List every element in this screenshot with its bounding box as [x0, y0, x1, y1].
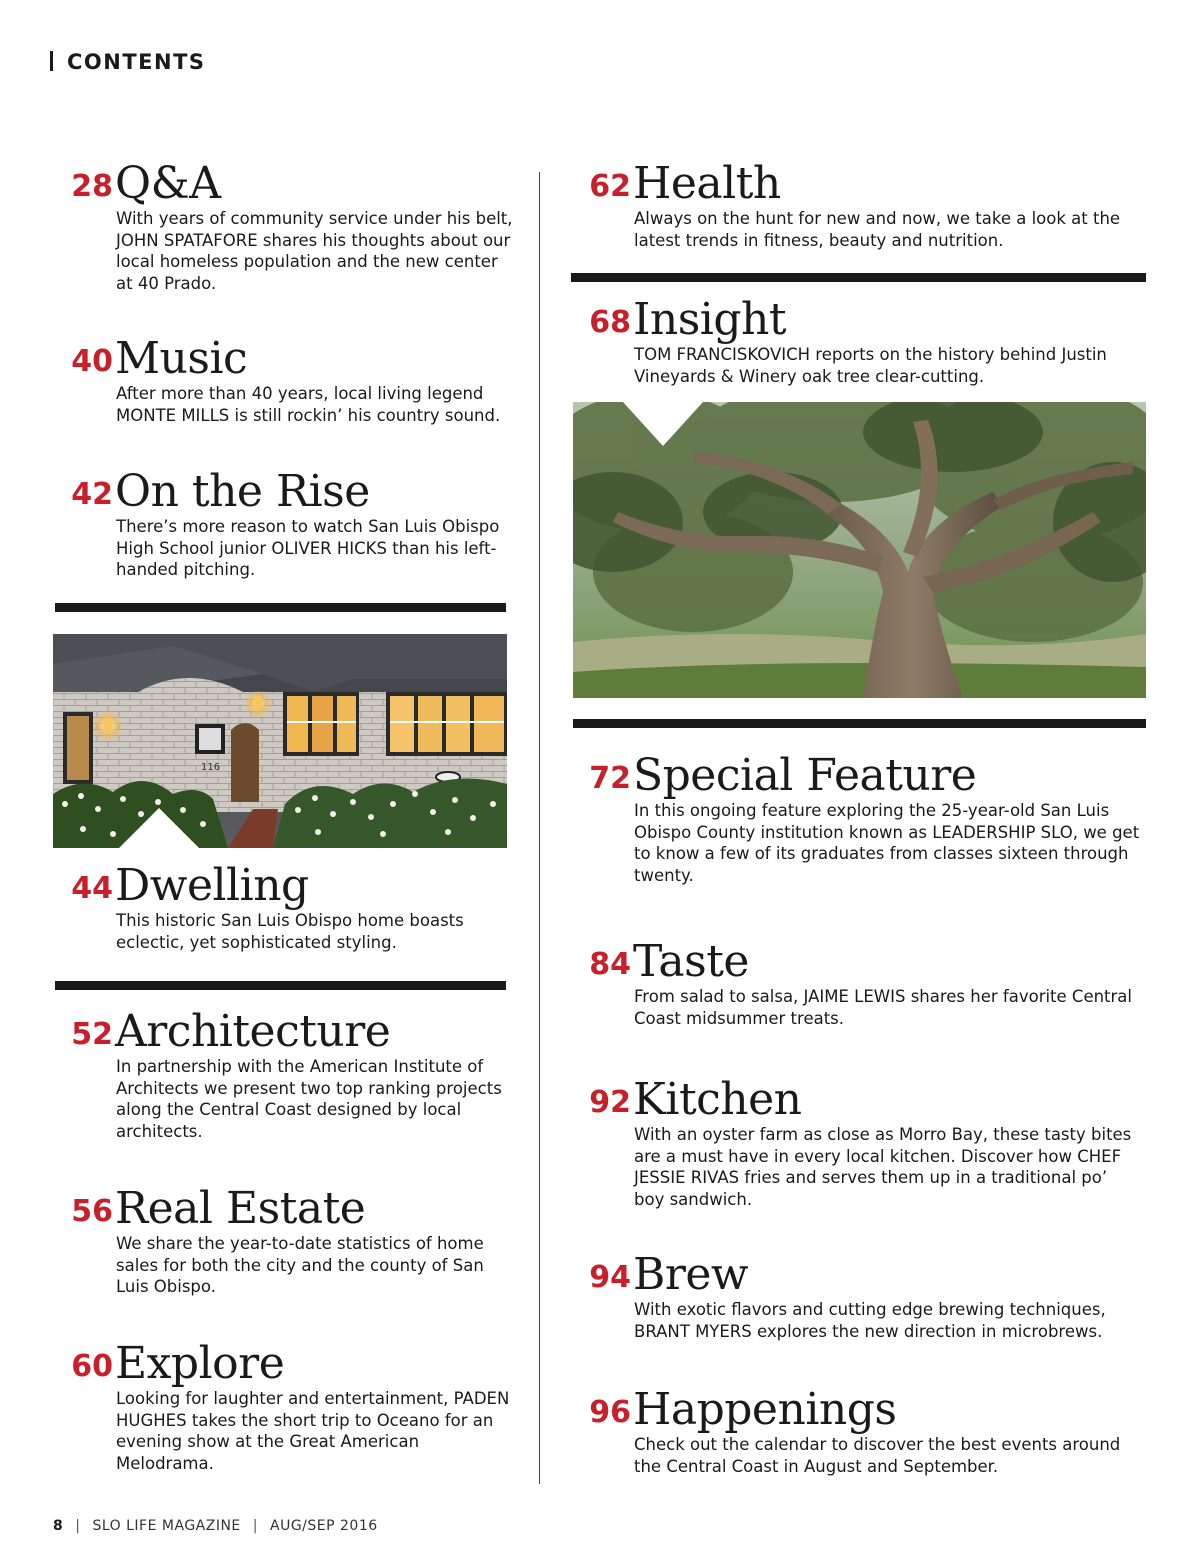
entry-title: Happenings [633, 1384, 897, 1435]
entry-title: Q&A [115, 158, 221, 209]
page-number: 56 [71, 1194, 113, 1229]
entry-description: This historic San Luis Obispo home boasts eclectic, yet sophisticated styling. [116, 911, 464, 952]
footer-separator: | [252, 1518, 258, 1534]
footer-issue: AUG/SEP 2016 [270, 1518, 378, 1534]
entry-description: TOM FRANCISKOVICH reports on the history behind Justin Vineyards & Winery oak tree clear-cutting. [634, 345, 1107, 386]
oak-tree-photo [573, 402, 1146, 698]
page-number: 72 [589, 761, 631, 796]
entry-description: With an oyster farm as close as Morro Bay, these tasty bites are a must have in every local kitchen. Discover how CHEF JESSIE RIVAS fries and serves them up in a traditional po’ boy sandwich. [634, 1125, 1132, 1209]
section-header [50, 50, 206, 74]
entry-title: Health [633, 158, 781, 209]
page-number: 52 [71, 1017, 113, 1052]
entry-description: From salad to salsa, JAIME LEWIS shares her favorite Central Coast midsummer treats. [634, 987, 1133, 1028]
entry-title: Insight [633, 294, 787, 345]
divider-rule [573, 719, 1146, 728]
page-footer [53, 1518, 378, 1534]
entry-title: Explore [115, 1338, 285, 1389]
page-number: 92 [589, 1085, 631, 1120]
entry-title: On the Rise [115, 466, 370, 517]
page-number: 62 [589, 169, 631, 204]
footer-publication: SLO LIFE MAGAZINE [92, 1518, 241, 1534]
page-number: 42 [71, 477, 113, 512]
page-number: 28 [71, 169, 113, 204]
entry-description: Looking for laughter and entertainment, PADEN HUGHES takes the short trip to Oceano for an evening show at the Great American Melodrama. [116, 1389, 510, 1473]
entry-description: We share the year-to-date statistics of home sales for both the city and the county of San Luis Obispo. [116, 1234, 484, 1296]
page-number: 40 [71, 344, 113, 379]
entry-title: Taste [633, 936, 749, 987]
page-number: 94 [589, 1260, 631, 1295]
header-label: CONTENTS [67, 50, 206, 74]
entry-title: Music [115, 333, 248, 384]
house-number: 116 [201, 762, 221, 773]
divider-rule [571, 273, 1146, 282]
column-divider [539, 172, 540, 1484]
house-photo [53, 634, 507, 848]
divider-rule [55, 981, 506, 990]
entry-title: Brew [633, 1249, 749, 1300]
page-number: 68 [589, 305, 631, 340]
page-number: 96 [589, 1395, 631, 1430]
entry-title: Architecture [115, 1006, 391, 1057]
entry-title: Special Feature [633, 750, 977, 801]
entry-description: With exotic flavors and cutting edge brewing techniques, BRANT MYERS explores the new direction in microbrews. [634, 1300, 1106, 1341]
header-bar [50, 51, 53, 71]
footer-page-number: 8 [53, 1518, 64, 1534]
entry-description: There’s more reason to watch San Luis Obispo High School junior OLIVER HICKS than his left-handed pitching. [116, 517, 500, 579]
page-number: 60 [71, 1349, 113, 1384]
footer-separator: | [75, 1518, 81, 1534]
entry-description: Check out the calendar to discover the best events around the Central Coast in August and September. [634, 1435, 1121, 1476]
entry-description: In this ongoing feature exploring the 25-year-old San Luis Obispo County institution known as LEADERSHIP SLO, we get to know a few of its graduates from classes sixteen through twenty. [634, 801, 1140, 885]
entry-description: Always on the hunt for new and now, we take a look at the latest trends in fitness, beauty and nutrition. [634, 209, 1121, 250]
entry-title: Kitchen [633, 1074, 802, 1125]
divider-rule [55, 603, 506, 612]
entry-title: Real Estate [115, 1183, 366, 1234]
page-number: 44 [71, 871, 113, 906]
entry-title: Dwelling [115, 860, 309, 911]
entry-description: In partnership with the American Institute of Architects we present two top ranking projects along the Central Coast designed by local architects. [116, 1057, 502, 1141]
entry-description: With years of community service under his belt, JOHN SPATAFORE shares his thoughts about our local homeless population and the new center at 40 Prado. [116, 209, 513, 293]
entry-description: After more than 40 years, local living legend MONTE MILLS is still rockin’ his country sound. [116, 384, 501, 425]
page-number: 84 [589, 947, 631, 982]
